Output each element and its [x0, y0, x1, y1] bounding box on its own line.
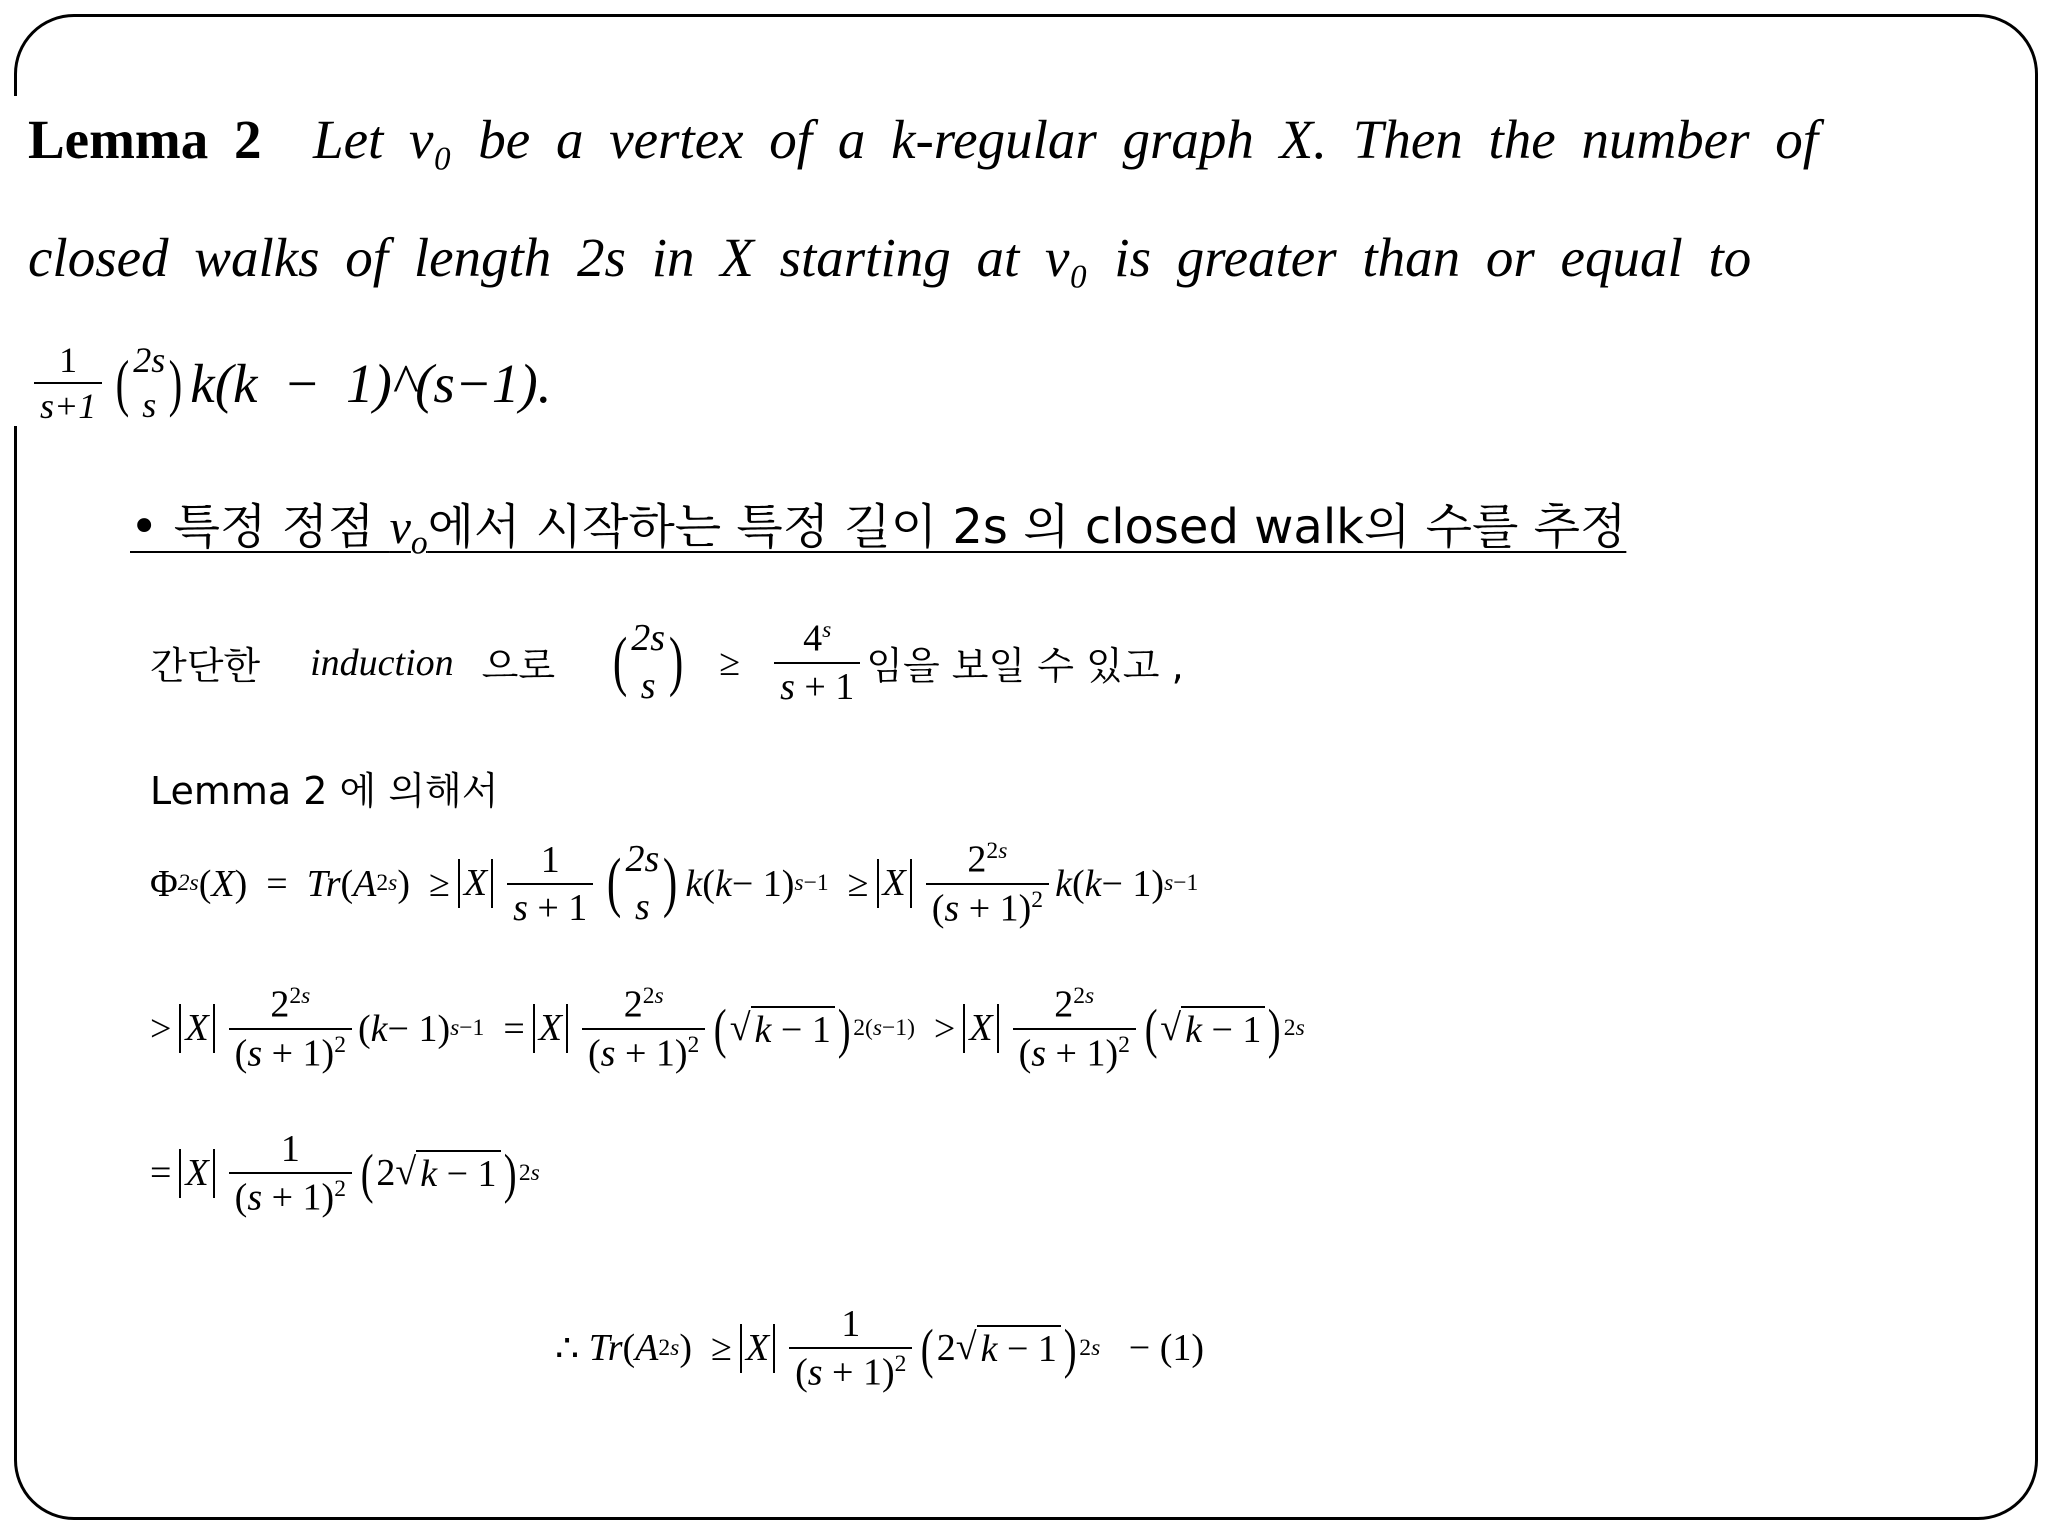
lemma-line-2 — [28, 226, 2008, 289]
lemma-heading: Lemma 2 — [28, 109, 262, 170]
frac-4s: $\frac{4^s}{s + 1}$ — [774, 619, 860, 706]
binom-2s-s: ( 2s s ) — [612, 617, 684, 707]
lemma-reference: Lemma 2 에 의해서 — [150, 769, 499, 813]
conclusion-line: ∴ Tr ( A 2s ) ≥ X $\frac{1}{(s + 1)^2}$ ( 2 √ k − 1 ) 2s − (1) — [555, 1303, 1204, 1394]
equation-line-1: Φ 2s ( X ) = Tr ( A 2s ) ≥ X $\frac{1}{s + 1}$ ( 2s s ) k ( k − 1) s−1 ≥ X $\frac{2^{2s}}{(s + 1)^2}$ k ( k − 1) s−1 — [150, 837, 1199, 930]
lemma-fraction: $\frac{1}{s+1}$ — [34, 342, 102, 424]
equation-number: (1) — [1159, 1327, 1204, 1370]
lemma-text-3: k(k − 1)^(s−1). — [190, 352, 552, 414]
lemma-line-1 — [28, 108, 2008, 171]
bullet-heading: • 특정 정점 $v_o$에서 시작하는 특정 길이 2s 의 closed walk의 수를 추정 — [130, 499, 1627, 562]
induction-line: 간단한 induction 으로 ( 2s s ) ≥ $\frac{4^s}{s + 1}$ 임을 보일 수 있고 , — [150, 615, 1184, 710]
induction-word: induction — [310, 641, 454, 684]
lemma-text-1: Let v₀ be a vertex of a k-regular graph X. Then the number of — [312, 109, 1819, 170]
equation-line-3: = X $\frac{1}{(s + 1)^2}$ ( 2 √ k − 1 ) 2s — [150, 1128, 540, 1219]
equation-line-2: > X $\frac{2^{2s}}{(s + 1)^2}$ ( k − 1) s−1 = X $\frac{2^{2s}}{(s + 1)^2}$ ( √ k − 1 ) 2(s−1) > X $\frac{2^{2s}}{(s + 1)^2}$ ( √ k − 1 ) 2s — [150, 983, 1305, 1075]
lemma-binomial: ( 2s s ) — [115, 340, 183, 425]
lemma-line-3 — [28, 338, 2008, 428]
lemma-text-2: closed walks of length 2s in X starting at v₀ is greater than or equal to — [28, 227, 1752, 288]
